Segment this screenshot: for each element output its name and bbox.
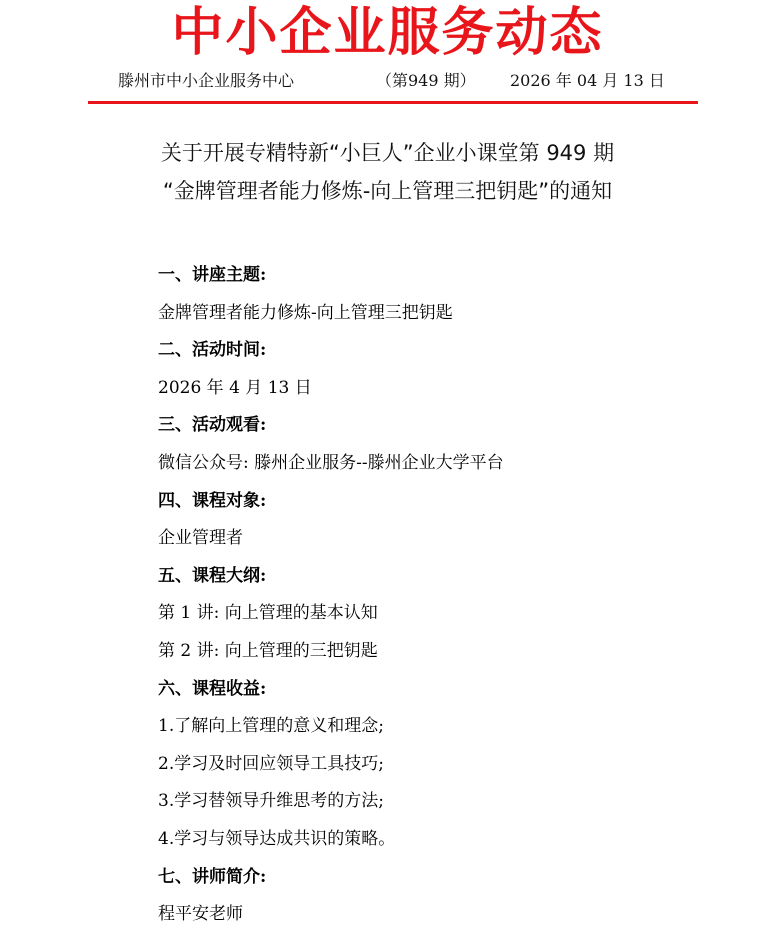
masthead-title: 中小企业服务动态 xyxy=(171,3,604,63)
section-heading-benefits: 六、课程收益: xyxy=(158,678,267,699)
section-text-lecturer: 程平安老师 xyxy=(158,904,243,925)
section-heading-time: 二、活动时间: xyxy=(158,340,267,361)
masthead-divider xyxy=(88,101,698,104)
section-heading-lecturer: 七、讲师简介: xyxy=(158,866,267,887)
notice-title-line-2: “金牌管理者能力修炼-向上管理三把钥匙”的通知 xyxy=(162,179,613,203)
benefit-item: 2.学习及时回应领导工具技巧; xyxy=(158,753,384,774)
outline-item: 第 1 讲: 向上管理的基本认知 xyxy=(158,603,378,624)
benefit-item: 1.了解向上管理的意义和理念; xyxy=(158,716,384,737)
masthead-date: 2026 年 04 月 13 日 xyxy=(510,71,665,90)
masthead-issue: （第949 期） xyxy=(376,71,476,90)
benefit-item: 4.学习与领导达成共识的策略。 xyxy=(158,828,396,849)
section-heading-outline: 五、课程大纲: xyxy=(158,565,267,586)
section-text-topic: 金牌管理者能力修炼-向上管理三把钥匙 xyxy=(158,302,453,323)
section-heading-watch: 三、活动观看: xyxy=(158,415,267,436)
notice-title-line-1: 关于开展专精特新“小巨人”企业小课堂第 949 期 xyxy=(160,141,615,165)
section-heading-topic: 一、讲座主题: xyxy=(158,265,267,285)
section-text-audience: 企业管理者 xyxy=(158,528,243,549)
section-text-time: 2026 年 4 月 13 日 xyxy=(158,377,312,398)
notice-body xyxy=(158,260,748,937)
benefit-item: 3.学习替领导升维思考的方法; xyxy=(158,791,384,812)
section-heading-audience: 四、课程对象: xyxy=(158,490,267,511)
masthead-org: 滕州市中小企业服务中心 xyxy=(118,71,295,90)
section-text-watch: 微信公众号: 滕州企业服务--滕州企业大学平台 xyxy=(158,452,504,473)
outline-item: 第 2 讲: 向上管理的三把钥匙 xyxy=(158,640,378,661)
